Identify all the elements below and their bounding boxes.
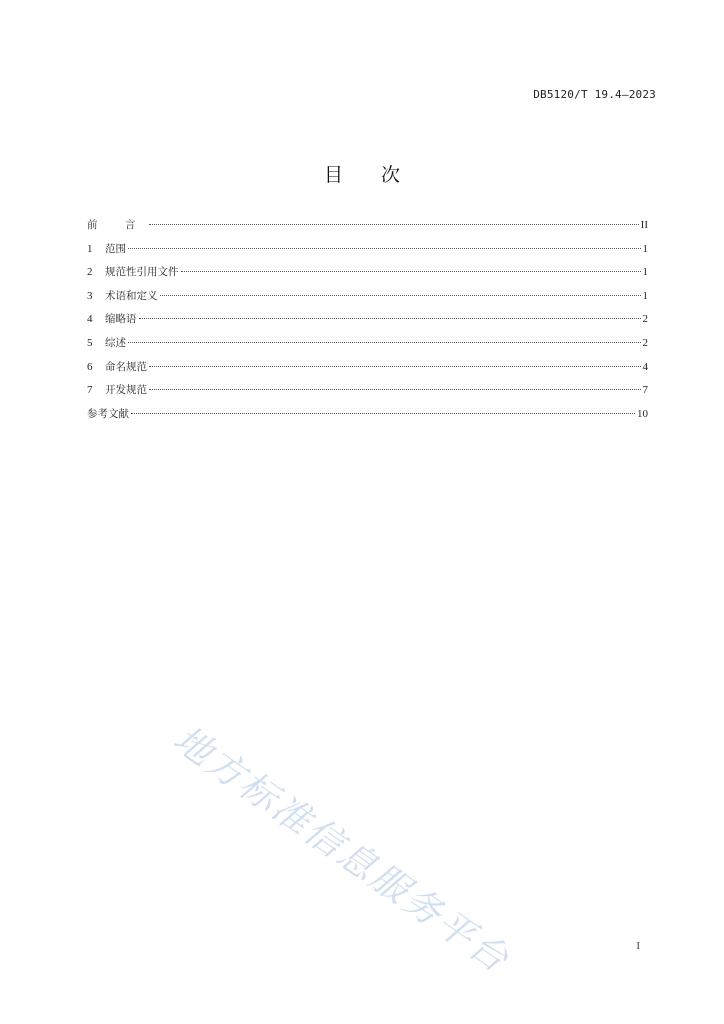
toc-entry-page: II bbox=[640, 219, 648, 231]
toc-entry-page: 4 bbox=[642, 360, 648, 373]
toc-entry-foreword[interactable] bbox=[87, 217, 648, 241]
watermark: 地方标准信息服务平台 bbox=[165, 717, 518, 982]
toc-entry-page: 7 bbox=[642, 384, 648, 397]
toc-entry-normative-references[interactable] bbox=[87, 264, 648, 288]
toc-entry-label: 范围 bbox=[105, 242, 126, 255]
toc-leader-dots bbox=[149, 223, 638, 225]
toc-entry-label: 综述 bbox=[105, 336, 126, 349]
toc-leader-dots bbox=[131, 412, 635, 414]
standard-code: DB5120/T 19.4—2023 bbox=[533, 88, 656, 101]
toc-entry-page: 2 bbox=[642, 336, 648, 349]
toc-entry-development-conventions[interactable] bbox=[87, 382, 648, 406]
toc-leader-dots bbox=[128, 341, 641, 343]
toc-leader-dots bbox=[160, 294, 641, 296]
toc-entry-label: 术语和定义 bbox=[105, 289, 158, 302]
toc-entry-number: 1 bbox=[87, 242, 93, 255]
toc-entry-page: 10 bbox=[637, 407, 648, 420]
toc-entry-number: 4 bbox=[87, 313, 93, 326]
page-number: I bbox=[636, 940, 640, 952]
toc-entry-page: 2 bbox=[642, 313, 648, 326]
toc-entry-label: 参考文献 bbox=[87, 407, 129, 420]
toc-entry-number: 5 bbox=[87, 336, 93, 349]
page-title bbox=[0, 160, 724, 187]
toc-entry-bibliography[interactable] bbox=[87, 406, 648, 430]
toc-entry-number: 2 bbox=[87, 266, 93, 279]
toc-list bbox=[87, 217, 648, 429]
toc-entry-terms-definitions[interactable] bbox=[87, 288, 648, 312]
toc-entry-page: 1 bbox=[642, 266, 648, 279]
toc-entry-label: 命名规范 bbox=[105, 360, 147, 373]
toc-leader-dots bbox=[181, 270, 641, 272]
toc-entry-label: 缩略语 bbox=[105, 313, 137, 326]
toc-entry-naming-conventions[interactable] bbox=[87, 359, 648, 383]
toc-entry-label: 开发规范 bbox=[105, 384, 147, 397]
toc-leader-dots bbox=[149, 365, 641, 367]
toc-leader-dots bbox=[149, 388, 641, 390]
toc-entry-number: 7 bbox=[87, 384, 93, 397]
toc-entry-scope[interactable] bbox=[87, 241, 648, 265]
toc-entry-label: 前 言 bbox=[87, 219, 148, 231]
page-title-part2: 次 bbox=[381, 164, 401, 186]
toc-leader-dots bbox=[139, 317, 641, 319]
toc-entry-number: 3 bbox=[87, 289, 93, 302]
toc-entry-number: 6 bbox=[87, 360, 93, 373]
toc-entry-page: 1 bbox=[642, 289, 648, 302]
toc-entry-label: 规范性引用文件 bbox=[105, 266, 179, 279]
toc-entry-page: 1 bbox=[642, 242, 648, 255]
toc-entry-overview[interactable] bbox=[87, 335, 648, 359]
toc-entry-abbreviations[interactable] bbox=[87, 311, 648, 335]
toc-leader-dots bbox=[128, 247, 641, 249]
page-title-part1: 目 bbox=[323, 164, 343, 186]
